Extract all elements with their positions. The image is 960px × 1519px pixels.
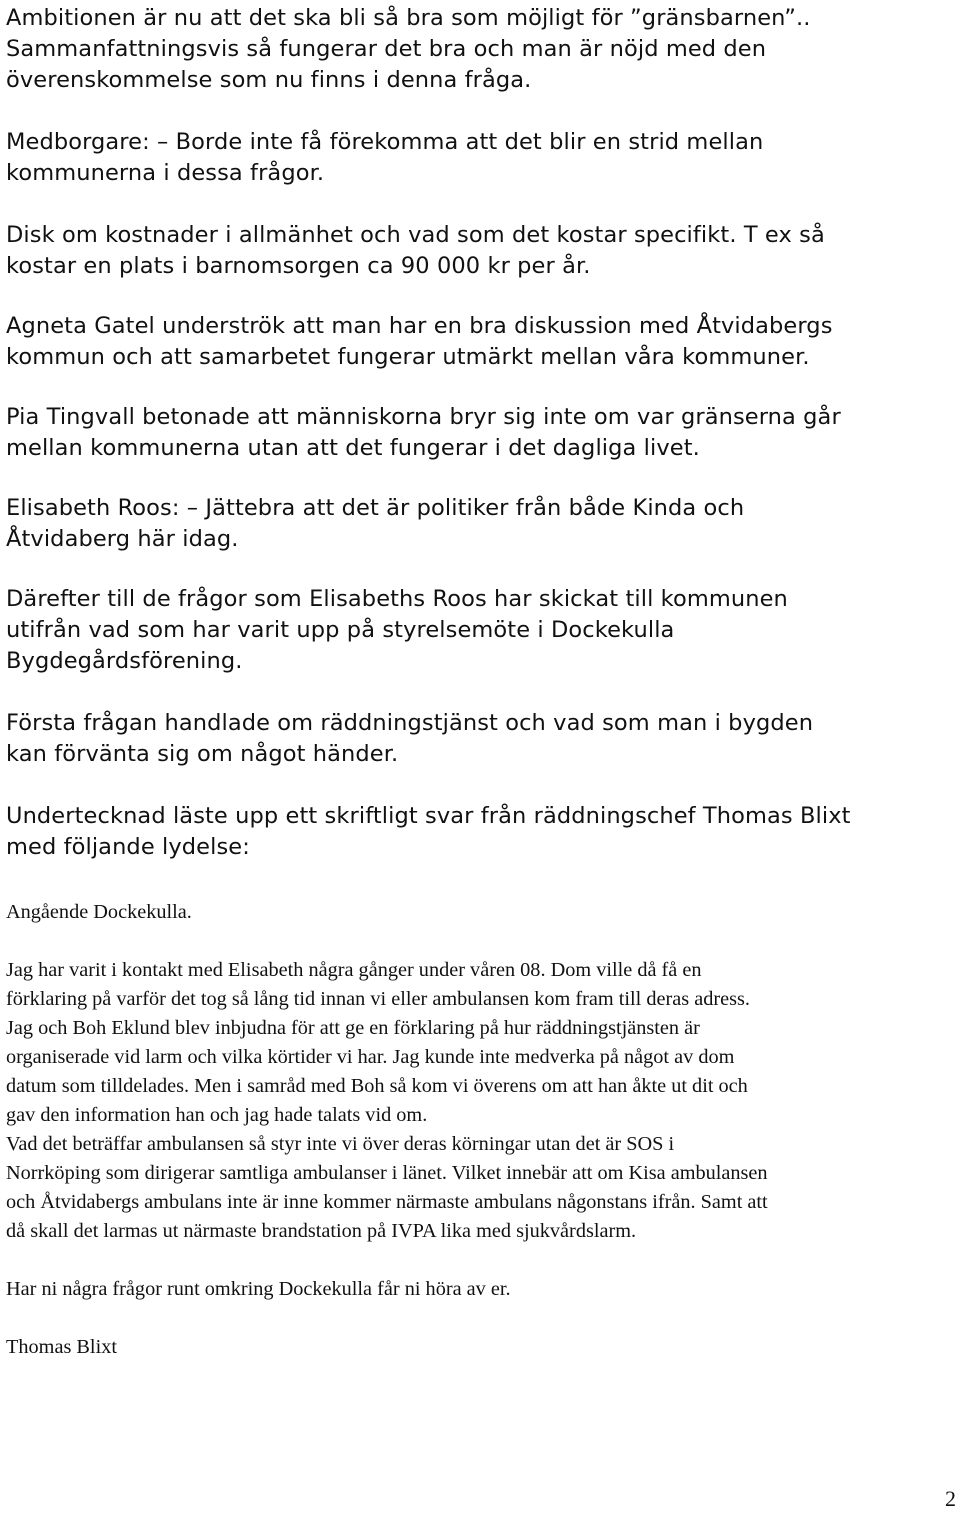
text-line: kostar en plats i barnomsorgen ca 90 000 kr per år. <box>6 253 591 279</box>
text-line: kan förvänta sig om något händer. <box>6 741 399 767</box>
text-line: Åtvidaberg här idag. <box>6 526 239 552</box>
text-line: Agneta Gatel underströk att man har en bra diskussion med Åtvidabergs <box>6 313 833 339</box>
text-line: Bygdegårdsförening. <box>6 648 243 674</box>
text-line: Undertecknad läste upp ett skriftligt svar från räddningschef Thomas Blixt <box>6 803 851 829</box>
text-line: Första frågan handlade om räddningstjänst och vad som man i bygden <box>6 710 814 736</box>
text-line: Sammanfattningsvis så fungerar det bra och man är nöjd med den <box>6 36 767 62</box>
text-line: överenskommelse som nu finns i denna fråga. <box>6 67 532 93</box>
letter-signature: Thomas Blixt <box>6 1336 117 1358</box>
paragraph-gransbarnen <box>6 3 956 96</box>
text-line: och Åtvidabergs ambulans inte är inne kommer närmaste ambulans någonstans ifrån. Samt att <box>6 1191 768 1213</box>
paragraph-medborgare <box>6 127 956 189</box>
letter-subject: Angående Dockekulla. <box>6 901 192 923</box>
text-line: kommunerna i dessa frågor. <box>6 160 325 186</box>
letter-body <box>6 956 956 1246</box>
text-line: med följande lydelse: <box>6 834 250 860</box>
text-line: Vad det beträffar ambulansen så styr inte vi över deras körningar utan det är SOS i <box>6 1133 675 1155</box>
document-page <box>6 0 956 1362</box>
text-line: mellan kommunerna utan att det fungerar i det dagliga livet. <box>6 435 700 461</box>
text-line: utifrån vad som har varit upp på styrelsemöte i Dockekulla <box>6 617 675 643</box>
paragraph-pia-tingvall <box>6 402 956 464</box>
text-line: datum som tilldelades. Men i samråd med Boh så kom vi överens om att han åkte ut dit och <box>6 1075 748 1097</box>
letter-closing: Har ni några frågor runt omkring Dockekulla får ni höra av er. <box>6 1278 511 1300</box>
text-line: Jag har varit i kontakt med Elisabeth några gånger under våren 08. Dom ville då få en <box>6 959 702 981</box>
paragraph-agneta-gatel <box>6 311 956 373</box>
text-line: Norrköping som dirigerar samtliga ambulanser i länet. Vilket innebär att om Kisa ambulansen <box>6 1162 768 1184</box>
page-number: 2 <box>945 1486 956 1511</box>
paragraph-fragor <box>6 584 956 677</box>
paragraph-kostnader <box>6 220 956 282</box>
paragraph-forsta-fragan <box>6 708 956 770</box>
paragraph-undertecknad <box>6 801 956 863</box>
text-line: Elisabeth Roos: – Jättebra att det är politiker från både Kinda och <box>6 495 745 521</box>
text-line: förklaring på varför det tog så lång tid innan vi eller ambulansen kom fram till deras adress. <box>6 988 750 1010</box>
text-line: Därefter till de frågor som Elisabeths Roos har skickat till kommunen <box>6 586 788 612</box>
text-line: då skall det larmas ut närmaste brandstation på IVPA lika med sjukvårdslarm. <box>6 1220 637 1242</box>
text-line: Disk om kostnader i allmänhet och vad som det kostar specifikt. T ex så <box>6 222 825 248</box>
paragraph-elisabeth-roos <box>6 493 956 555</box>
text-line: Pia Tingvall betonade att människorna bryr sig inte om var gränserna går <box>6 404 841 430</box>
text-line: kommun och att samarbetet fungerar utmärkt mellan våra kommuner. <box>6 344 810 370</box>
text-line: organiserade vid larm och vilka körtider vi har. Jag kunde inte medverka på något av dom <box>6 1046 735 1068</box>
text-line: gav den information han och jag hade talats vid om. <box>6 1104 428 1126</box>
text-line: Medborgare: – Borde inte få förekomma att det blir en strid mellan <box>6 129 764 155</box>
text-line: Ambitionen är nu att det ska bli så bra som möjligt för ”gränsbarnen”.. <box>6 5 811 31</box>
text-line: Jag och Boh Eklund blev inbjudna för att ge en förklaring på hur räddningstjänsten är <box>6 1017 700 1039</box>
